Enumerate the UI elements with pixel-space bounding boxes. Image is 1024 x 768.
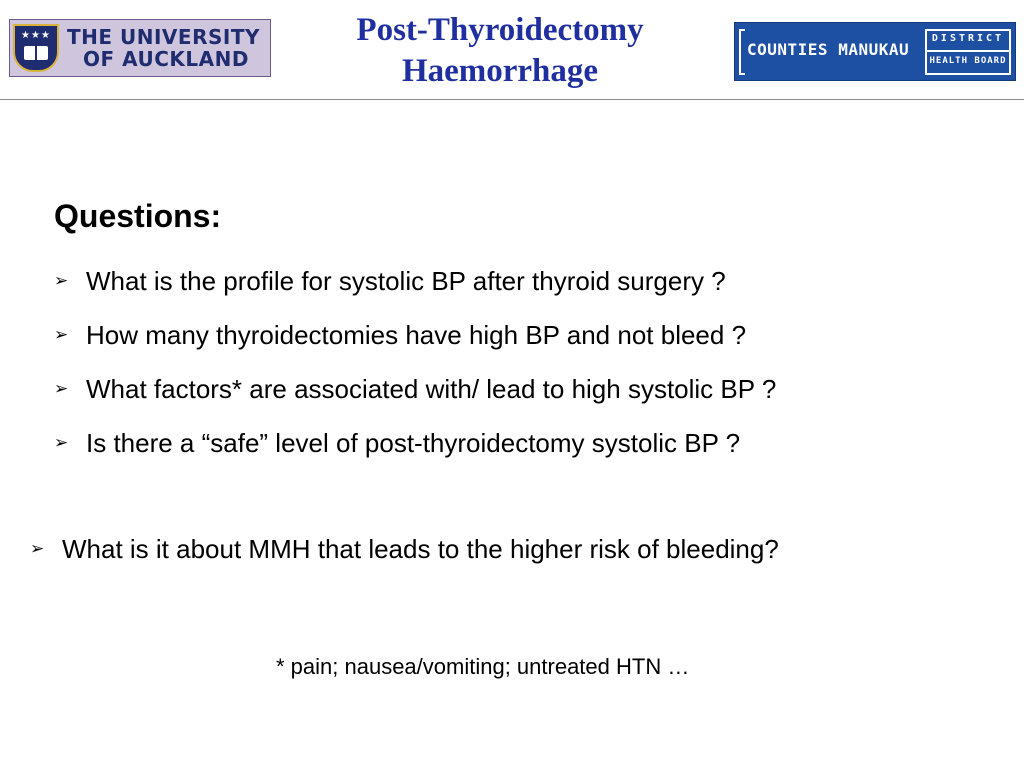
question-text: How many thyroidectomies have high BP and not bleed ? <box>86 320 747 350</box>
university-of-auckland-logo <box>9 19 271 77</box>
counties-manukau-text: COUNTIES MANUKAU <box>747 40 910 59</box>
questions-list <box>54 254 776 470</box>
mmh-question <box>30 529 779 569</box>
slide-title-line1: Post-Thyroidectomy <box>356 12 644 48</box>
district-text: DISTRICT <box>931 33 1005 44</box>
arrowhead-bullet-icon: ➢ <box>54 271 69 291</box>
health-board-text: HEALTH BOARD <box>929 56 1007 66</box>
university-name-line1: THE UNIVERSITY <box>67 25 260 49</box>
arrowhead-bullet-icon: ➢ <box>54 325 69 345</box>
district-health-board-box <box>925 29 1011 75</box>
arrowhead-bullet-icon: ➢ <box>54 379 69 399</box>
university-name-line2: OF AUCKLAND <box>83 47 249 71</box>
mmh-question-text: What is it about MMH that leads to the higher risk of bleeding? <box>62 534 779 564</box>
counties-manukau-logo <box>734 22 1016 81</box>
university-name <box>67 26 260 70</box>
arrowhead-bullet-icon: ➢ <box>54 433 69 453</box>
slide-header <box>0 0 1024 100</box>
question-text: What is the profile for systolic BP after thyroid surgery ? <box>86 266 726 296</box>
list-item <box>54 308 776 362</box>
questions-heading: Questions: <box>54 198 222 234</box>
slide-title <box>300 10 700 92</box>
arrowhead-bullet-icon: ➢ <box>30 539 45 559</box>
list-item <box>54 416 776 470</box>
logo-divider <box>927 50 1009 52</box>
logo-bracket <box>739 29 745 75</box>
university-crest-icon: ★★★ <box>13 24 59 72</box>
slide-title-line2: Haemorrhage <box>401 53 599 89</box>
list-item <box>54 254 776 308</box>
footnote: * pain; nausea/vomiting; untreated HTN … <box>276 654 690 679</box>
header-divider <box>0 99 1024 100</box>
list-item <box>54 362 776 416</box>
question-text: What factors* are associated with/ lead to high systolic BP ? <box>86 374 777 404</box>
question-text: Is there a “safe” level of post-thyroidectomy systolic BP ? <box>86 428 741 458</box>
